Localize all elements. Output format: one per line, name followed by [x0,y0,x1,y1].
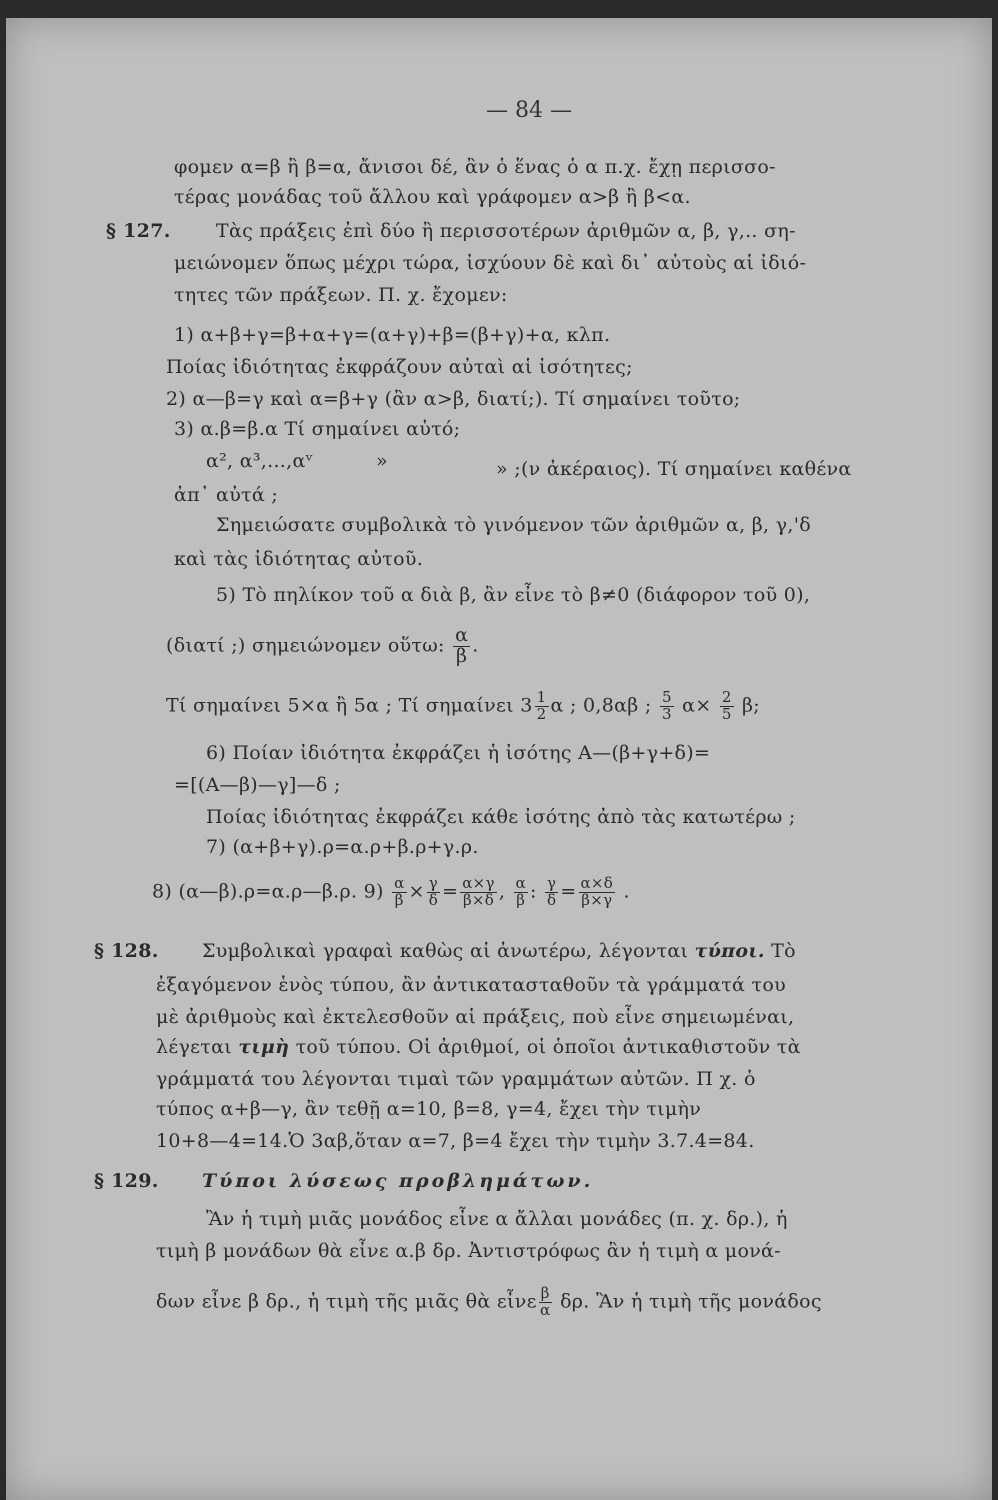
text-fragment: Συμβολικαὶ γραφαὶ καθὼς αἱ ἀνωτέρω, λέγονται [202,940,689,962]
text-line: Ποίας ἰδιότητας ἐκφράζει κάθε ἰσότης ἀπὸ τὰς κατωτέρω ; [206,806,796,828]
text-line: φομεν α=β ἢ β=α, ἄνισοι δέ, ἂν ὁ ἕνας ὁ α π.χ. ἔχῃ περισσο- [174,156,776,178]
fraction [539,1286,552,1319]
formula-line: (διατί ;) σημειώνομεν οὕτω: $\frac{\alpha}{\beta}$ . [166,624,479,667]
denominator: β [456,644,468,667]
text-fragment: Τί σημαίνει 5×α ἢ 5α ; Τί σημαίνει 3 [166,694,533,717]
text-line: » ;(ν ἀκέραιος). Τί σημαίνει καθένα [496,458,852,480]
text-fragment: τοῦ τύπου. Οἱ ἀριθμοί, οἱ ὁποῖοι ἀντικαθιστοῦν τὰ [295,1036,801,1058]
text-fragment: 8) (α—β).ρ=α.ρ—β.ρ. 9) [152,880,384,903]
equals-sign: = [442,880,459,903]
text-fragment: α ; 0,8αβ ; [550,694,652,717]
text-line: α², α³,...,αᵛ [206,450,313,472]
period: . [623,880,630,903]
denominator: 3 [661,704,672,723]
term-timi: τιμὴ [238,1036,290,1058]
text-line: τιμὴ β μονάδων θὰ εἶνε α.β δρ. Ἀντιστρόφως ἂν ἡ τιμὴ α μονά- [156,1240,781,1262]
text-line: ἐξαγόμενον ἑνὸς τύπου, ἂν ἀντικατασταθοῦν τὰ γράμματά του [156,974,786,996]
denominator: 2 [536,704,547,723]
text-line: 3) α.β=β.α Τί σημαίνει αὐτό; [174,418,461,440]
numerator: 1 [536,688,547,706]
text-fragment: (διατί ;) σημειώνομεν οὕτω: [166,634,445,657]
text-line: γράμματά του λέγονται τιμαὶ τῶν γραμμάτων αὐτῶν. Π χ. ὁ [156,1068,756,1090]
text-line: μὲ ἀριθμοὺς καὶ ἐκτελεσθοῦν αἱ πράξεις, ποὺ εἶνε σημειωμέναι, [156,1006,795,1028]
section-127-label: § 127. [106,220,171,242]
denominator: δ [428,890,439,909]
equals-sign: = [560,880,577,903]
text-line: =[(Α—β)—γ]—δ ; [174,774,341,796]
text-fragment: β; [742,694,761,717]
denominator: α [540,1300,551,1319]
text-fragment: α× [682,694,712,717]
term-typoi: τύποι. [694,940,765,962]
fraction [535,690,549,723]
numerator: 2 [721,688,732,706]
text-line: 6) Ποίαν ἰδιότητα ἐκφράζει ἡ ἰσότης Α—(β+γ+δ)= [206,742,711,764]
text-fragment: δρ. Ἂν ἡ τιμὴ τῆς μονάδος [560,1290,822,1313]
fraction [514,876,528,909]
book-page [6,18,992,1500]
denominator: β [516,890,526,909]
text-fragment: δων εἶνε β δρ., ἡ τιμὴ τῆς μιᾶς θὰ εἶνε [156,1290,537,1313]
numerator: γ [428,874,439,892]
section-129-label: § 129. [94,1170,159,1192]
section-128-label: § 128. [94,940,159,962]
fraction [660,690,674,723]
fraction [453,626,470,667]
numerator: 5 [661,688,672,706]
numerator: β [540,1284,550,1302]
fraction [579,876,616,909]
formula-line [152,876,630,909]
text-line: τέρας μονάδας τοῦ ἄλλου καὶ γράφομεν α>β ἢ β<α. [174,186,691,208]
numerator: α [394,874,405,892]
numerator: γ [547,874,557,892]
text-line: 10+8—4=14.Ὁ 3αβ,ὅταν α=7, β=4 ἔχει τὴν τιμὴν 3.7.4=84. [156,1130,755,1152]
numerator: α×δ [580,874,614,892]
text-fragment: Τὸ [771,940,796,962]
division-sign: : [529,880,537,903]
fraction [392,876,406,909]
comma: , [498,880,506,903]
text-line: τύπος α+β—γ, ἂν τεθῇ α=10, β=8, γ=4, ἔχει τὴν τιμὴν [156,1098,702,1120]
text-line: ἀπ᾽ αὐτά ; [174,484,279,506]
denominator: β×δ [462,890,495,909]
page-number: — 84 — [486,98,572,123]
fraction [460,876,497,909]
fraction [427,876,440,909]
text-line: 1) α+β+γ=β+α+γ=(α+γ)+β=(β+γ)+α, κλπ. [174,324,611,346]
text-line: Τὰς πράξεις ἐπὶ δύο ἢ περισσοτέρων ἀριθμῶν α, β, γ,.. ση- [216,220,796,242]
denominator: β [394,890,404,909]
numerator: α×γ [462,874,495,892]
text-line: μειώνομεν ὅπως μέχρι τώρα, ἰσχύουν δὲ καὶ δι᾽ αὐτοὺς αἱ ἰδιό- [174,252,807,274]
text-line: καὶ τὰς ἰδιότητας αὐτοῦ. [174,548,424,570]
formula-line [156,1286,822,1319]
text-line: τητες τῶν πράξεων. Π. χ. ἔχομεν: [174,284,508,306]
text-line: Ἂν ἡ τιμὴ μιᾶς μονάδος εἶνε α ἄλλαι μονάδες (π. χ. δρ.), ἡ [206,1208,788,1230]
denominator: β×γ [581,890,613,909]
fraction [545,876,558,909]
formula-line [156,1036,801,1058]
numerator: α [455,624,469,646]
fraction [720,690,734,723]
formula-line [202,940,796,962]
text-fragment: λέγεται [156,1036,232,1058]
numerator: α [515,874,526,892]
formula-line [166,690,760,723]
denominator: 5 [721,704,732,723]
section-129-title: Τύποι λύσεως προβλημάτων. [202,1170,594,1192]
ditto-mark: » [376,450,388,472]
times-sign: × [408,880,425,903]
text-line: 7) (α+β+γ).ρ=α.ρ+β.ρ+γ.ρ. [206,836,479,858]
text-line: 2) α—β=γ καὶ α=β+γ (ἂν α>β, διατί;). Τί σημαίνει τοῦτο; [166,388,741,410]
text-line: Ποίας ἰδιότητας ἐκφράζουν αὐταὶ αἱ ἰσότητες; [166,356,633,378]
text-line: Σημειώσατε συμβολικὰ τὸ γινόμενον τῶν ἀριθμῶν α, β, γ,'δ [216,514,811,536]
denominator: δ [546,890,557,909]
text-line: 5) Τὸ πηλίκον τοῦ α διὰ β, ἂν εἶνε τὸ β≠0 (διάφορον τοῦ 0), [216,584,811,606]
